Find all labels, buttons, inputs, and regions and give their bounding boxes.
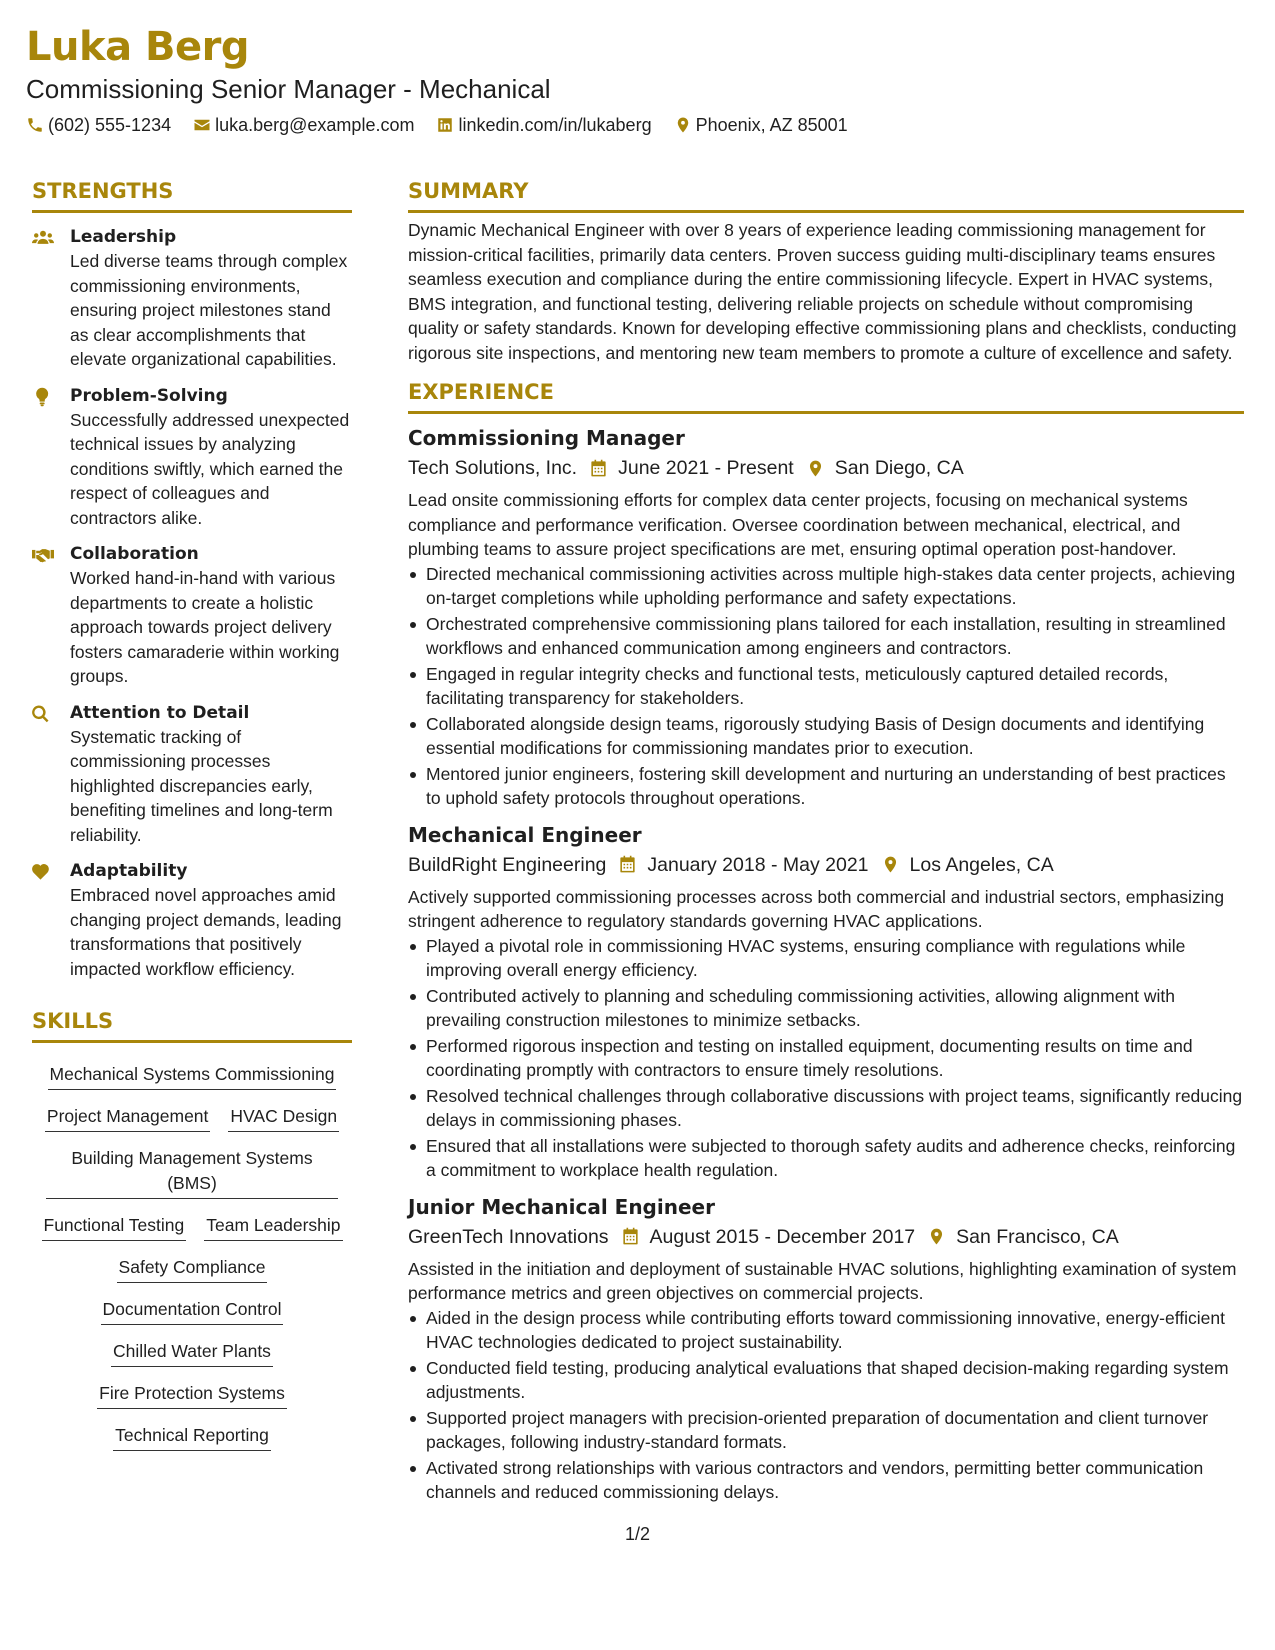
candidate-title: Commissioning Senior Manager - Mechanical — [26, 74, 551, 104]
summary-section — [408, 176, 1244, 365]
strength-item — [32, 701, 352, 848]
list-item: Performed rigorous inspection and testing on installed equipment, documenting results on time and coordinating promptly with contractors to ensure timely resolutions. — [408, 1034, 1244, 1083]
calendar-icon — [589, 459, 608, 478]
strength-description: Embraced novel approaches amid changing project demands, leading transformations that positively impacted workflow efficiency. — [70, 885, 342, 979]
job-location: San Francisco, CA — [956, 1225, 1119, 1248]
list-item: Aided in the design process while contributing efforts toward commissioning innovative, energy-efficient HVAC technologies dedicated to project sustainability. — [408, 1306, 1244, 1355]
strength-description: Successfully addressed unexpected technical issues by analyzing conditions swiftly, which earned the respect of colleagues and contractors alike. — [70, 409, 350, 528]
job-dates: August 2015 - December 2017 — [649, 1225, 916, 1248]
map-pin-icon — [927, 1227, 946, 1246]
list-item: Conducted field testing, producing analytical evaluations that shaped decision-making regarding system adjustments. — [408, 1356, 1244, 1405]
skill-tag: HVAC Design — [228, 1104, 339, 1132]
handshake-icon — [32, 545, 54, 565]
map-pin-icon — [881, 855, 900, 874]
job-meta — [408, 851, 1244, 879]
page-number: 1/2 — [624, 1524, 651, 1544]
list-item: Supported project managers with precision-oriented preparation of documentation and client turnover packages, following industry-standard formats. — [408, 1406, 1244, 1455]
job-company: BuildRight Engineering — [408, 853, 607, 876]
skills-list — [32, 1055, 352, 1458]
heart-icon — [32, 862, 54, 882]
email-text[interactable]: luka.berg@example.com — [215, 115, 415, 135]
strength-description: Systematic tracking of commissioning processes highlighted discrepancies early, benefiting timelines and long-term reliability. — [70, 726, 333, 845]
contact-linkedin[interactable] — [436, 114, 651, 136]
list-item: Orchestrated comprehensive commissioning plans tailored for each installation, resulting in streamlined workflows and enhanced communication among engineers and contractors. — [408, 612, 1244, 661]
skill-tag: Technical Reporting — [113, 1423, 271, 1451]
job-entry — [408, 424, 1244, 811]
phone-text: (602) 555-1234 — [48, 115, 172, 135]
skill-tag: Chilled Water Plants — [111, 1339, 273, 1367]
skill-tag: Fire Protection Systems — [97, 1381, 287, 1409]
job-title: Commissioning Manager — [408, 426, 685, 450]
map-pin-icon — [674, 116, 692, 134]
skills-heading: SKILLS — [32, 1006, 352, 1043]
skill-tag: Project Management — [45, 1104, 210, 1132]
job-bullets — [408, 934, 1244, 1183]
summary-heading: SUMMARY — [408, 176, 1244, 213]
strength-title: Adaptability — [70, 861, 188, 881]
strength-item — [32, 859, 352, 981]
contact-phone — [26, 114, 171, 136]
strength-item — [32, 542, 352, 689]
location-text: Phoenix, AZ 85001 — [695, 115, 848, 135]
list-item: Directed mechanical commissioning activities across multiple high-stakes data center projects, achieving on-target completions while upholding performance and safety expectations. — [408, 562, 1244, 611]
list-item: Activated strong relationships with various contractors and vendors, permitting better communication channels and reduced commissioning delays. — [408, 1456, 1244, 1505]
strength-description: Worked hand-in-hand with various departments to create a holistic approach towards project delivery fosters camaraderie within working groups. — [70, 568, 340, 686]
strength-title: Collaboration — [70, 544, 199, 564]
contact-bar — [26, 114, 1246, 136]
skill-tag: Team Leadership — [204, 1213, 342, 1241]
search-icon — [32, 704, 54, 724]
calendar-icon — [621, 1227, 640, 1246]
strength-item — [32, 225, 352, 372]
strength-title: Problem-Solving — [70, 385, 228, 406]
strength-title: Attention to Detail — [70, 702, 250, 723]
list-item: Collaborated alongside design teams, rigorously studying Basis of Design documents and identifying essential modifications for commissioning mandates prior to execution. — [408, 712, 1244, 761]
job-entry — [408, 1193, 1244, 1505]
list-item: Ensured that all installations were subjected to thorough safety audits and adherence checks, reinforcing a commitment to workplace health regulation. — [408, 1134, 1244, 1183]
left-column — [32, 176, 352, 1458]
strength-item — [32, 384, 352, 531]
candidate-name: Luka Berg — [26, 24, 249, 70]
strength-title: Leadership — [70, 227, 177, 247]
job-description: Lead onsite commissioning efforts for complex data center projects, focusing on mechanical systems compliance and performance verification. Oversee coordination between mechanical, electrical, and plumbing teams to assure project specifications are met, ensuring optimal operation post-handover. — [408, 490, 1188, 559]
job-bullets — [408, 1306, 1244, 1505]
job-meta — [408, 454, 1244, 482]
users-icon — [32, 228, 54, 248]
strength-description: Led diverse teams through complex commissioning environments, ensuring project milestones stand as clear accomplishments that elevate organizational capabilities. — [70, 251, 348, 369]
job-dates: June 2021 - Present — [618, 457, 794, 479]
job-location: Los Angeles, CA — [909, 853, 1054, 876]
strengths-heading: STRENGTHS — [32, 176, 352, 213]
linkedin-icon — [436, 116, 454, 134]
calendar-icon — [618, 855, 637, 874]
resume-header — [26, 22, 1246, 136]
contact-email[interactable] — [193, 114, 414, 136]
list-item: Resolved technical challenges through collaborative discussions with project teams, significantly reducing delays in commissioning phases. — [408, 1084, 1244, 1133]
summary-text: Dynamic Mechanical Engineer with over 8 years of experience leading commissioning management for mission-critical facilities, primarily data centers. Proven success guiding multi-disciplinary teams ensures seamless execution and compliance during the entire commissioning lifecycle. Expert in HVAC systems, BMS integration, and functional testing, delivering reliable projects on schedule without compromising quality or safety standards. Known for developing effective commissioning plans and checklists, conducting rigorous site inspections, and mentoring new team members to promote a culture of excellence and safety. — [408, 220, 1237, 363]
job-company: GreenTech Innovations — [408, 1225, 609, 1248]
phone-icon — [26, 116, 44, 134]
job-company: Tech Solutions, Inc. — [408, 457, 578, 479]
list-item: Mentored junior engineers, fostering skill development and nurturing an understanding of best practices to uphold safety protocols throughout operations. — [408, 762, 1244, 811]
map-pin-icon — [806, 459, 825, 478]
skill-tag: Documentation Control — [101, 1297, 284, 1325]
skill-tag: Mechanical Systems Commissioning — [48, 1062, 337, 1090]
envelope-icon — [193, 116, 211, 134]
list-item: Contributed actively to planning and scheduling commissioning activities, allowing alignment with prevailing construction milestones to minimize setbacks. — [408, 984, 1244, 1033]
linkedin-text[interactable]: linkedin.com/in/lukaberg — [458, 115, 652, 135]
job-dates: January 2018 - May 2021 — [647, 853, 869, 876]
job-entry — [408, 821, 1244, 1183]
job-title: Mechanical Engineer — [408, 822, 642, 847]
job-bullets — [408, 562, 1244, 811]
skill-tag: Functional Testing — [42, 1213, 187, 1241]
list-item: Played a pivotal role in commissioning HVAC systems, ensuring compliance with regulations while improving overall energy efficiency. — [408, 934, 1244, 983]
experience-section — [408, 377, 1244, 1505]
job-description: Actively supported commissioning processes across both commercial and industrial sectors, emphasizing stringent adherence to regulatory standards governing HVAC applications. — [408, 886, 1225, 931]
right-column — [408, 176, 1244, 1506]
skills-section — [32, 1006, 352, 1458]
job-meta — [408, 1223, 1244, 1251]
job-description: Assisted in the initiation and deployment of sustainable HVAC solutions, highlighting examination of system performance metrics and green objectives on commercial projects. — [408, 1258, 1237, 1303]
job-location: San Diego, CA — [834, 457, 964, 479]
list-item: Engaged in regular integrity checks and functional tests, meticulously captured detailed records, facilitating transparency for stakeholders. — [408, 662, 1244, 711]
job-title: Junior Mechanical Engineer — [408, 1194, 715, 1219]
experience-heading: EXPERIENCE — [408, 377, 1244, 414]
contact-location — [674, 114, 848, 136]
skill-tag: Safety Compliance — [117, 1255, 268, 1283]
strengths-section — [32, 176, 352, 981]
skill-tag: Building Management Systems (BMS) — [46, 1146, 338, 1199]
lightbulb-icon — [32, 387, 56, 407]
